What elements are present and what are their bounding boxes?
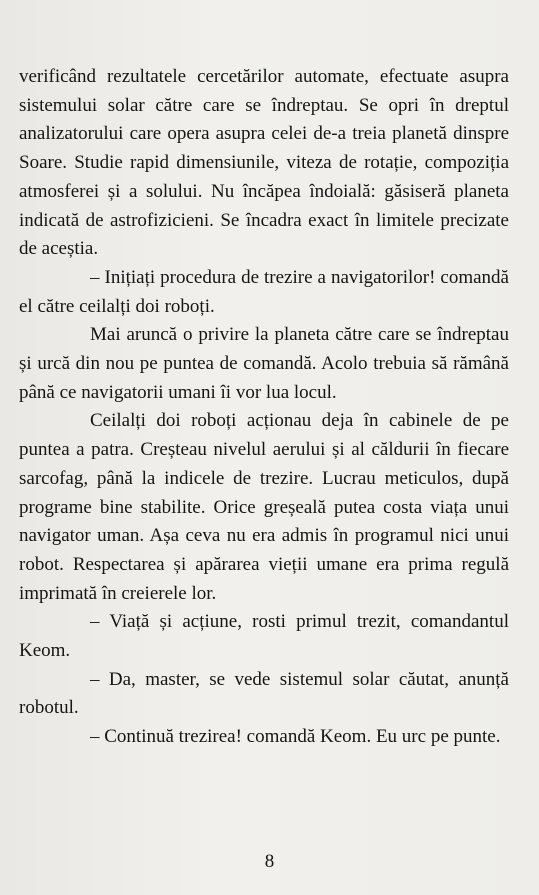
paragraph-3: Mai aruncă o privire la planeta către care se îndreptau și urcă din nou pe puntea de comandă. Acolo trebuia să rămână până ce navigatorii umani îi vor lua locul. — [19, 324, 509, 403]
paragraph-5: – Viață și acțiune, rosti primul trezit, comandantul Keom. — [19, 611, 509, 662]
paragraph-2: – Inițiați procedura de trezire a navigatorilor! comandă el către ceilalți doi roboți. — [19, 266, 509, 317]
paragraph-4: Ceilalți doi roboți acționau deja în cabinele de pe puntea a patra. Creșteau nivelul aerului și al căldurii în fiecare sarcofag, până la indicele de trezire. Lucrau meticulos, după programe bine stabilite. Orice greșeală putea costa viața unui navigator uman. Așa ceva nu era admis în programul nici unui robot. Respectarea și apărarea vieții umane era prima regulă imprimată în creierele lor. — [19, 410, 509, 604]
paragraph-6: – Da, master, se vede sistemul solar căutat, anunță robotul. — [19, 668, 509, 719]
page-body-text — [19, 63, 509, 752]
paragraph-7: – Continuă trezirea! comandă Keom. Eu urc pe punte. — [90, 726, 501, 748]
paragraph-1: verificând rezultatele cercetărilor automate, efectuate asupra sistemului solar către care se îndreptau. Se opri în dreptul analizatorului care opera asupra celei de-a treia planetă dinspre Soare. Studie rapid dimensiunile, viteza de rotație, compoziția atmosferei și a solului. Nu încăpea îndoială: găsiseră planeta indicată de astrofizicieni. Se încadra exact în limitele precizate de aceștia. — [19, 66, 509, 260]
page-number: 8 — [264, 851, 275, 872]
